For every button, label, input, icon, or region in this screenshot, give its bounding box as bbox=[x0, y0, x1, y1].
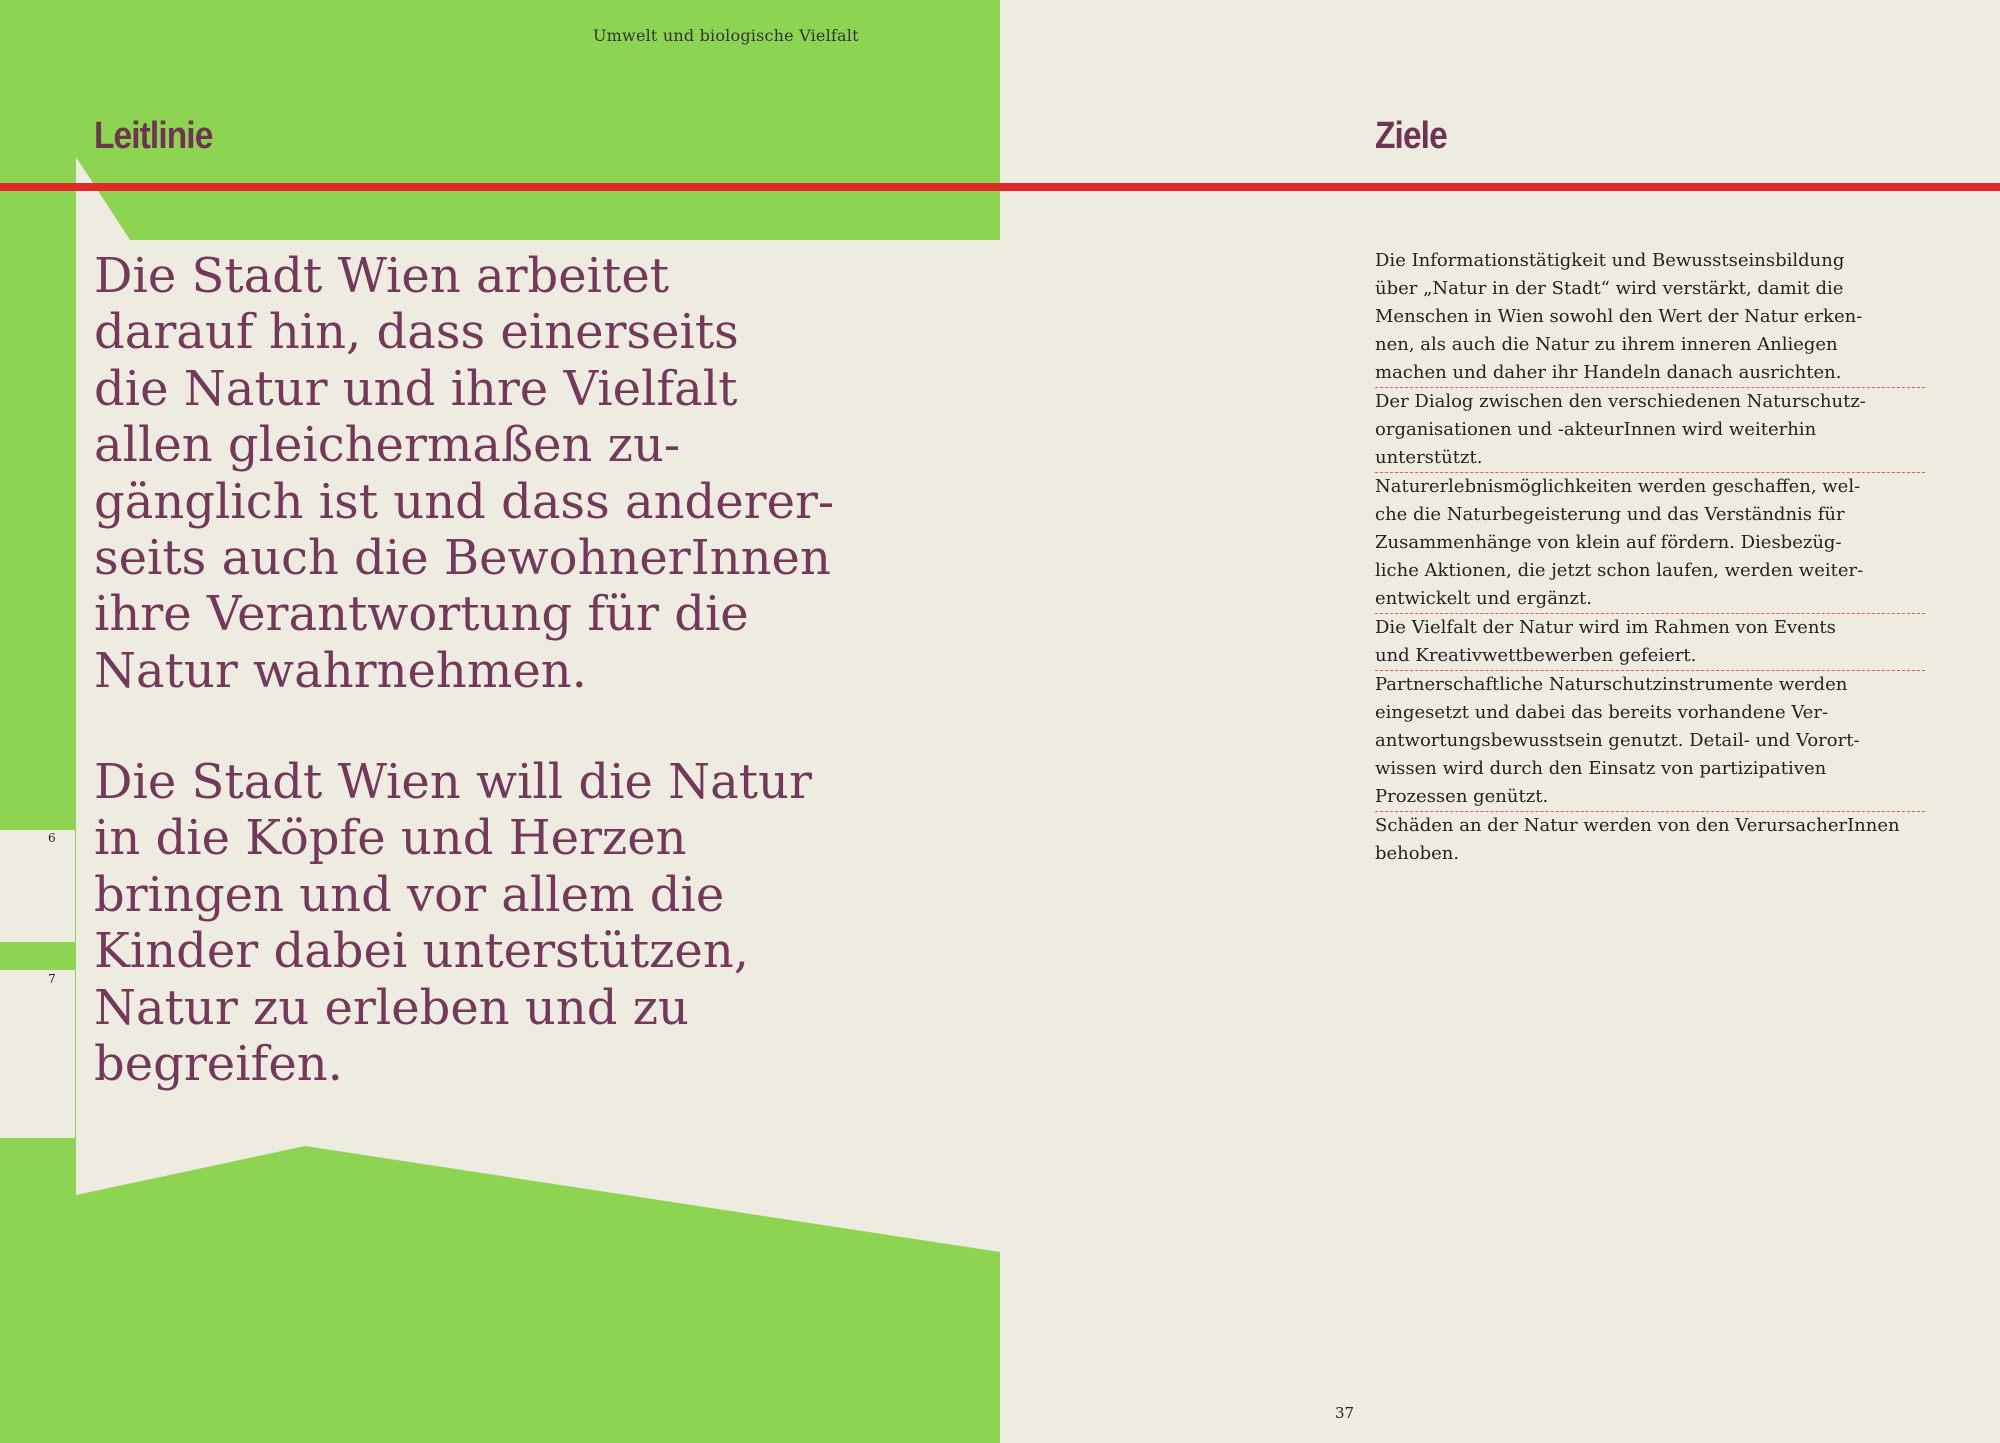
guideline-statement-1 bbox=[94, 248, 914, 699]
goal-item bbox=[1375, 812, 1925, 868]
statement-line: ihre Verantwortung für die bbox=[94, 586, 749, 643]
goal-line: antwortungsbewusstsein genutzt. Detail- und Vorort- bbox=[1375, 730, 1860, 751]
goal-line: Schäden an der Natur werden von den VerursacherInnen bbox=[1375, 815, 1900, 836]
statement-line: in die Köpfe und Herzen bbox=[94, 810, 687, 867]
goal-line: nen, als auch die Natur zu ihrem inneren Anliegen bbox=[1375, 334, 1838, 355]
tab-number-6: 6 bbox=[48, 831, 56, 845]
goal-line: Partnerschaftliche Naturschutzinstrumente werden bbox=[1375, 674, 1848, 695]
goal-line: organisationen und -akteurInnen wird weiterhin bbox=[1375, 419, 1817, 440]
goal-item bbox=[1375, 671, 1925, 812]
goal-line: Zusammenhänge von klein auf fördern. Diesbezüg- bbox=[1375, 532, 1842, 553]
goal-line: Menschen in Wien sowohl den Wert der Natur erken- bbox=[1375, 306, 1863, 327]
page-number: 37 bbox=[1335, 1404, 1355, 1422]
running-title: Umwelt und biologische Vielfalt bbox=[593, 26, 859, 45]
goal-line: Prozessen genützt. bbox=[1375, 786, 1549, 807]
ziele-heading: Ziele bbox=[1375, 115, 1447, 157]
statement-line: allen gleichermaßen zu- bbox=[94, 417, 681, 474]
goal-line: Naturerlebnismöglichkeiten werden geschaffen, wel- bbox=[1375, 476, 1861, 497]
goal-line: entwickelt und ergänzt. bbox=[1375, 588, 1592, 609]
goal-line: über „Natur in der Stadt“ wird verstärkt, damit die bbox=[1375, 278, 1844, 299]
goal-line: machen und daher ihr Handeln danach ausrichten. bbox=[1375, 362, 1842, 383]
goal-line: Der Dialog zwischen den verschiedenen Naturschutz- bbox=[1375, 391, 1866, 412]
statement-line: begreifen. bbox=[94, 1036, 343, 1093]
goal-line: che die Naturbegeisterung und das Verständnis für bbox=[1375, 504, 1845, 525]
goal-item bbox=[1375, 614, 1925, 671]
goal-item bbox=[1375, 388, 1925, 473]
statement-line: Natur wahrnehmen. bbox=[94, 642, 587, 699]
goals-list bbox=[1375, 247, 1925, 868]
statement-line: die Natur und ihre Vielfalt bbox=[94, 360, 738, 417]
goal-line: unterstützt. bbox=[1375, 447, 1483, 468]
goal-line: eingesetzt und dabei das bereits vorhandene Ver- bbox=[1375, 702, 1829, 723]
statement-line: seits auch die BewohnerInnen bbox=[94, 530, 831, 587]
header-red-rule bbox=[0, 183, 2000, 191]
goal-line: und Kreativwettbewerben gefeiert. bbox=[1375, 645, 1697, 666]
statement-line: Natur zu erleben und zu bbox=[94, 979, 689, 1036]
goal-line: behoben. bbox=[1375, 843, 1460, 864]
goal-item bbox=[1375, 247, 1925, 388]
statement-line: Kinder dabei unterstützen, bbox=[94, 923, 750, 980]
goal-line: Die Vielfalt der Natur wird im Rahmen von Events bbox=[1375, 617, 1836, 638]
tab-number-7: 7 bbox=[48, 972, 56, 986]
guideline-statement-2 bbox=[94, 754, 914, 1092]
statement-line: Die Stadt Wien arbeitet bbox=[94, 248, 670, 304]
leitlinie-heading: Leitlinie bbox=[94, 115, 213, 157]
goal-line: wissen wird durch den Einsatz von partizipativen bbox=[1375, 758, 1827, 779]
statement-line: gänglich ist und dass anderer- bbox=[94, 473, 835, 530]
statement-line: darauf hin, dass einerseits bbox=[94, 304, 739, 361]
statement-line: Die Stadt Wien will die Natur bbox=[94, 754, 812, 810]
goal-line: liche Aktionen, die jetzt schon laufen, werden weiter- bbox=[1375, 560, 1864, 581]
goal-item bbox=[1375, 473, 1925, 614]
goal-line: Die Informationstätigkeit und Bewusstseinsbildung bbox=[1375, 250, 1845, 271]
statement-line: bringen und vor allem die bbox=[94, 866, 725, 923]
